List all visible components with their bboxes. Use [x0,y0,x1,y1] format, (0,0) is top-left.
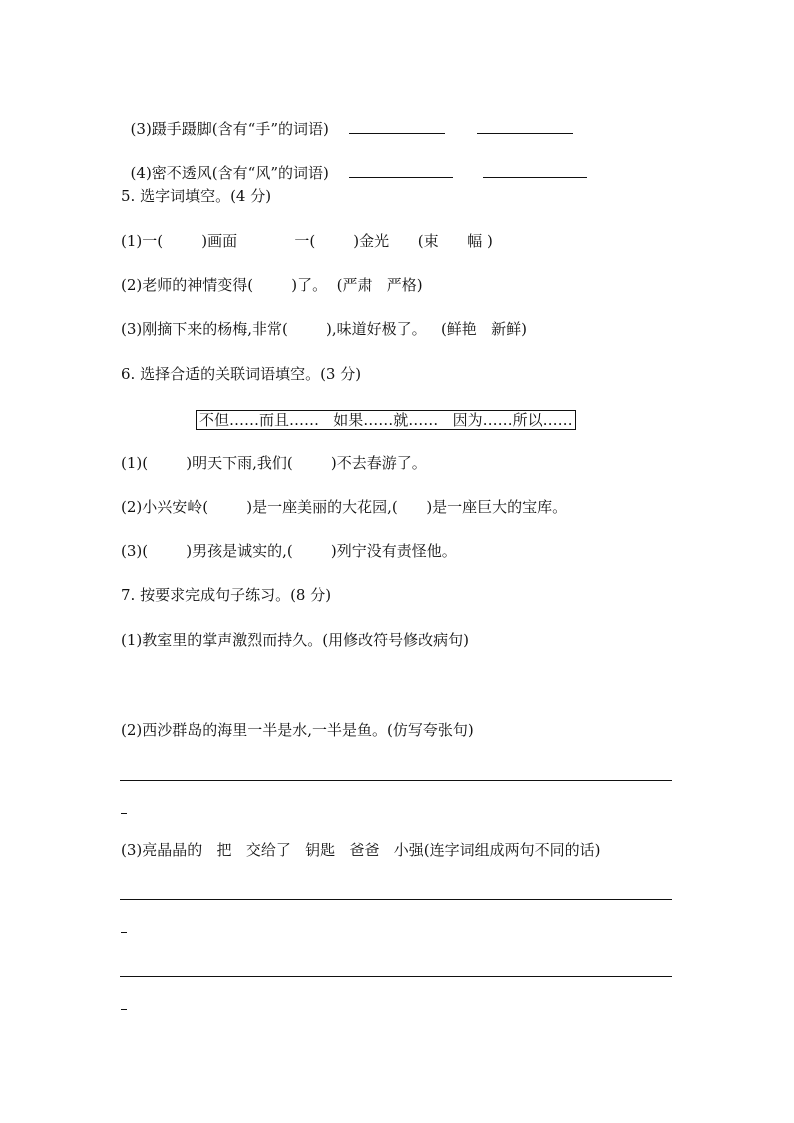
answer-line[interactable] [120,899,672,900]
q6-item-1: (1)( )明天下雨,我们( )不去春游了。 [121,454,427,472]
answer-blank[interactable] [477,118,573,134]
q5-item-1: (1)一( )画面 一( )金光 (束 幅 ) [121,232,493,250]
q7-item-3: (3)亮晶晶的 把 交给了 钥匙 爸爸 小强(连字词组成两句不同的话) [121,841,601,859]
q5-item-2: (2)老师的神情变得( )了。 (严肃 严格) [121,276,423,294]
q6-options-box: 不但……而且…… 如果……就…… 因为……所以…… [196,410,576,430]
answer-line[interactable] [120,976,672,977]
q4-item-4 [121,142,587,183]
answer-blank[interactable] [483,162,587,178]
q4-item-3-text: (3)蹑手蹑脚(含有“手”的词语) [130,120,329,138]
q5-item-3: (3)刚摘下来的杨梅,非常( ),味道好极了。 (鲜艳 新鲜) [121,320,527,338]
answer-blank[interactable] [349,162,453,178]
line-end-mark [121,813,127,814]
q7-item-2: (2)西沙群岛的海里一半是水,一半是鱼。(仿写夸张句) [121,721,474,739]
q6-title: 6. 选择合适的关联词语填空。(3 分) [121,365,362,383]
q4-item-3 [121,98,573,139]
q5-title: 5. 选字词填空。(4 分) [121,187,272,205]
answer-blank[interactable] [349,118,445,134]
q7-item-1: (1)教室里的掌声激烈而持久。(用修改符号修改病句) [121,631,469,649]
q4-item-4-text: (4)密不透风(含有“风”的词语) [130,164,329,182]
line-end-mark [121,1009,127,1010]
q6-item-3: (3)( )男孩是诚实的,( )列宁没有责怪他。 [121,542,457,560]
q7-title: 7. 按要求完成句子练习。(8 分) [121,586,332,604]
answer-line[interactable] [120,780,672,781]
q6-item-2: (2)小兴安岭( )是一座美丽的大花园,( )是一座巨大的宝库。 [121,498,568,516]
line-end-mark [121,932,127,933]
